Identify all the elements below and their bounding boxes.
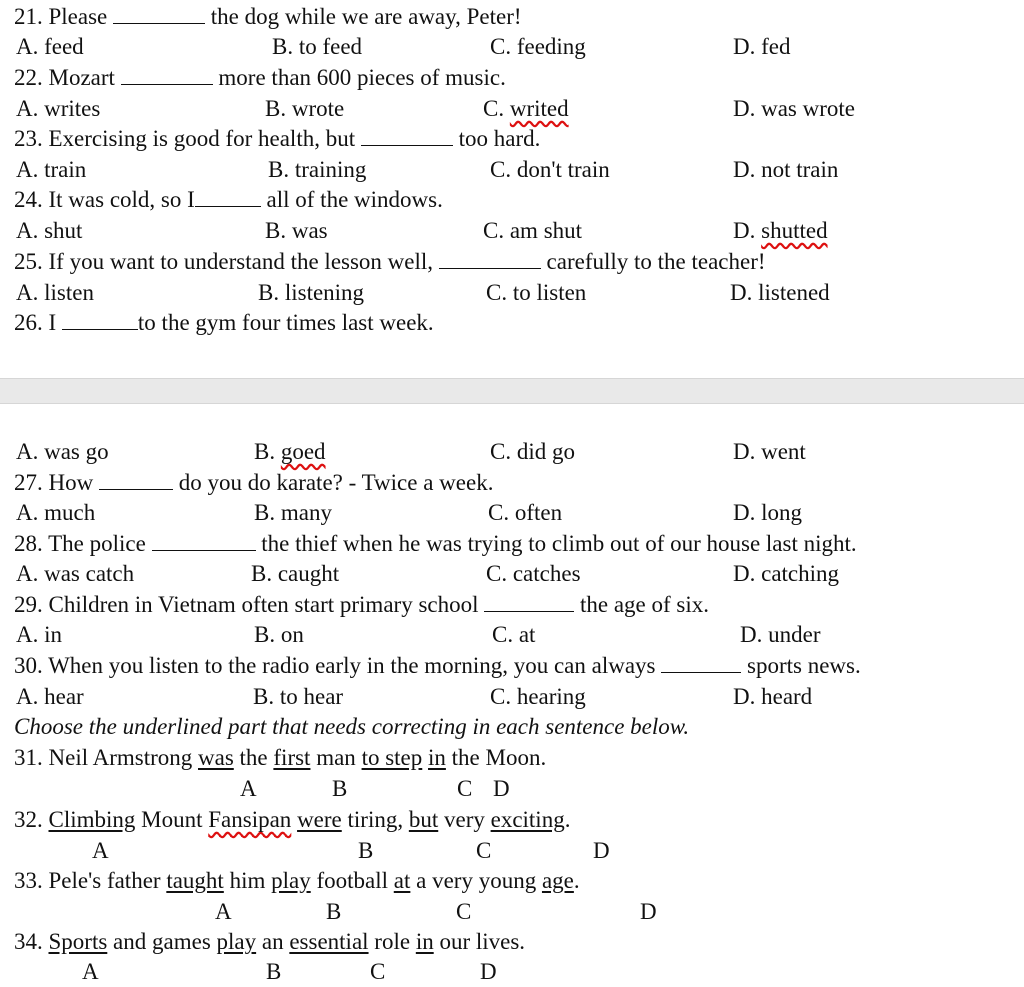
- question-stem-end: all of the windows.: [266, 187, 443, 212]
- underlined-part-a: Climbing: [48, 807, 136, 832]
- answer-blank: [121, 64, 213, 85]
- option-b: B. was: [265, 218, 328, 243]
- underlined-part-d: in: [415, 929, 434, 954]
- options-21: [0, 32, 1024, 62]
- underlined-part-a: was: [198, 745, 234, 770]
- option-a: A. train: [16, 157, 87, 182]
- question-27: [0, 468, 1024, 498]
- marker-a: A: [215, 899, 232, 924]
- option-d: D. heard: [733, 684, 813, 709]
- option-c: C. did go: [490, 439, 575, 464]
- underlined-part-c: but: [408, 807, 439, 832]
- option-c: C. catches: [486, 561, 581, 586]
- option-b: B. goed: [254, 439, 326, 464]
- answer-blank: [439, 248, 541, 269]
- option-c: C. to listen: [486, 280, 587, 305]
- option-a: A. feed: [16, 34, 84, 59]
- underlined-part-d: exciting: [490, 807, 565, 832]
- question-stem: 26. I: [14, 310, 57, 335]
- marker-b: B: [358, 838, 374, 863]
- options-25: [0, 278, 1024, 308]
- question-stem-end: carefully to the teacher!: [546, 249, 766, 274]
- question-stem: 21. Please: [14, 4, 108, 29]
- question-33: 33. Pele's father taught him play football at a very young age.: [14, 868, 580, 893]
- underlined-part-d: age: [541, 868, 574, 893]
- option-a: A. was catch: [16, 561, 135, 586]
- question-stem-end: more than 600 pieces of music.: [218, 65, 506, 90]
- option-a: A. in: [16, 622, 62, 647]
- options-26: [0, 437, 1024, 467]
- worksheet-page-top: [0, 0, 1024, 378]
- option-c: C. hearing: [490, 684, 586, 709]
- question-stem-end: the age of six.: [580, 592, 710, 617]
- answer-blank: [484, 591, 574, 612]
- marker-c: C: [456, 899, 472, 924]
- options-24: [0, 216, 1024, 246]
- question-stem-end: to the gym four times last week.: [137, 310, 434, 335]
- markers-32: [0, 836, 1024, 866]
- underlined-part-c: essential: [289, 929, 369, 954]
- option-a: A. shut: [16, 218, 83, 243]
- markers-33: [0, 897, 1024, 927]
- question-32: 32. Climbing Mount Fansipan were tiring, but very exciting.: [14, 807, 571, 832]
- question-stem: 28. The police: [14, 531, 146, 556]
- option-d: D. under: [740, 622, 821, 647]
- option-a: A. listen: [16, 280, 94, 305]
- question-stem: 22. Mozart: [14, 65, 115, 90]
- option-d: D. shutted: [733, 218, 828, 243]
- answer-blank: [62, 309, 138, 330]
- marker-d: D: [493, 776, 510, 801]
- question-25: [0, 247, 1024, 277]
- option-c: C. often: [488, 500, 563, 525]
- answer-blank: [195, 186, 261, 207]
- underlined-part-c: to step: [361, 745, 423, 770]
- underlined-part-b: play: [216, 929, 257, 954]
- marker-a: A: [82, 959, 99, 984]
- spellcheck-flagged-word: Fansipan: [208, 807, 292, 832]
- option-c: C. writed: [483, 96, 569, 121]
- spellcheck-flagged-word: goed: [280, 439, 326, 464]
- question-stem-end: too hard.: [458, 126, 541, 151]
- question-stem-end: sports news.: [747, 653, 861, 678]
- question-23: [0, 124, 1024, 154]
- marker-c: C: [457, 776, 473, 801]
- option-b: B. wrote: [265, 96, 345, 121]
- option-d: D. catching: [733, 561, 840, 586]
- option-c: C. at: [492, 622, 536, 647]
- marker-a: A: [92, 838, 109, 863]
- options-29: [0, 620, 1024, 650]
- question-28: [0, 529, 1024, 559]
- option-c: C. am shut: [483, 218, 583, 243]
- option-b: B. on: [254, 622, 304, 647]
- option-b: B. to feed: [272, 34, 363, 59]
- option-a: A. hear: [16, 684, 84, 709]
- markers-34: [0, 957, 1024, 987]
- question-stem-end: the thief when he was trying to climb out of our house last night.: [261, 531, 857, 556]
- options-22: [0, 94, 1024, 124]
- marker-d: D: [480, 959, 497, 984]
- marker-b: B: [266, 959, 282, 984]
- option-d: D. was wrote: [733, 96, 855, 121]
- page-break: [0, 378, 1024, 404]
- spellcheck-flagged-word: writed: [509, 96, 569, 121]
- question-stem: 23. Exercising is good for health, but: [14, 126, 356, 151]
- options-28: [0, 559, 1024, 589]
- marker-d: D: [593, 838, 610, 863]
- option-a: A. much: [16, 500, 96, 525]
- underlined-part-a: taught: [166, 868, 224, 893]
- question-stem-end: the dog while we are away, Peter!: [210, 4, 522, 29]
- option-c: C. feeding: [490, 34, 586, 59]
- marker-b: B: [332, 776, 348, 801]
- question-stem: 25. If you want to understand the lesson well,: [14, 249, 434, 274]
- question-stem-end: do you do karate? - Twice a week.: [178, 470, 494, 495]
- answer-blank: [99, 469, 173, 490]
- answer-blank: [152, 530, 256, 551]
- underlined-part-d: in: [428, 745, 446, 770]
- option-a: A. writes: [16, 96, 101, 121]
- underlined-part-a: Sports: [48, 929, 108, 954]
- question-31: 31. Neil Armstrong was the first man to step in the Moon.: [14, 745, 547, 770]
- options-23: [0, 155, 1024, 185]
- option-d: D. listened: [730, 280, 830, 305]
- markers-31: [0, 774, 1024, 804]
- question-stem: 29. Children in Vietnam often start primary school: [14, 592, 479, 617]
- option-b: B. caught: [251, 561, 340, 586]
- underlined-part-b: play: [271, 868, 311, 893]
- option-d: D. went: [733, 439, 806, 464]
- worksheet-page-bottom: [0, 404, 1024, 987]
- question-34: 34. Sports and games play an essential role in our lives.: [14, 929, 526, 954]
- option-d: D. fed: [733, 34, 791, 59]
- underlined-part-c: at: [393, 868, 411, 893]
- question-21: [0, 2, 1024, 32]
- question-24: [0, 185, 1024, 215]
- question-26: [0, 308, 1024, 338]
- question-22: [0, 63, 1024, 93]
- question-stem: 24. It was cold, so I: [14, 187, 195, 212]
- marker-c: C: [476, 838, 492, 863]
- marker-b: B: [326, 899, 342, 924]
- option-d: D. long: [733, 500, 802, 525]
- option-b: B. to hear: [253, 684, 344, 709]
- answer-blank: [361, 125, 453, 146]
- marker-c: C: [370, 959, 386, 984]
- option-d: D. not train: [733, 157, 839, 182]
- options-27: [0, 498, 1024, 528]
- option-b: B. listening: [258, 280, 365, 305]
- option-c: C. don't train: [490, 157, 610, 182]
- option-b: B. many: [254, 500, 332, 525]
- question-stem: 27. How: [14, 470, 94, 495]
- option-b: B. training: [268, 157, 367, 182]
- underlined-part-b: were: [297, 807, 342, 832]
- answer-blank: [113, 3, 205, 24]
- underlined-part-b: first: [273, 745, 311, 770]
- marker-d: D: [640, 899, 657, 924]
- section-instruction: Choose the underlined part that needs correcting in each sentence below.: [14, 714, 690, 739]
- marker-a: A: [240, 776, 257, 801]
- question-29: [0, 590, 1024, 620]
- answer-blank: [661, 652, 741, 673]
- spellcheck-flagged-word: shutted: [761, 218, 828, 243]
- question-stem: 30. When you listen to the radio early in the morning, you can always: [14, 653, 656, 678]
- option-a: A. was go: [16, 439, 109, 464]
- options-30: [0, 682, 1024, 712]
- question-30: [0, 651, 1024, 681]
